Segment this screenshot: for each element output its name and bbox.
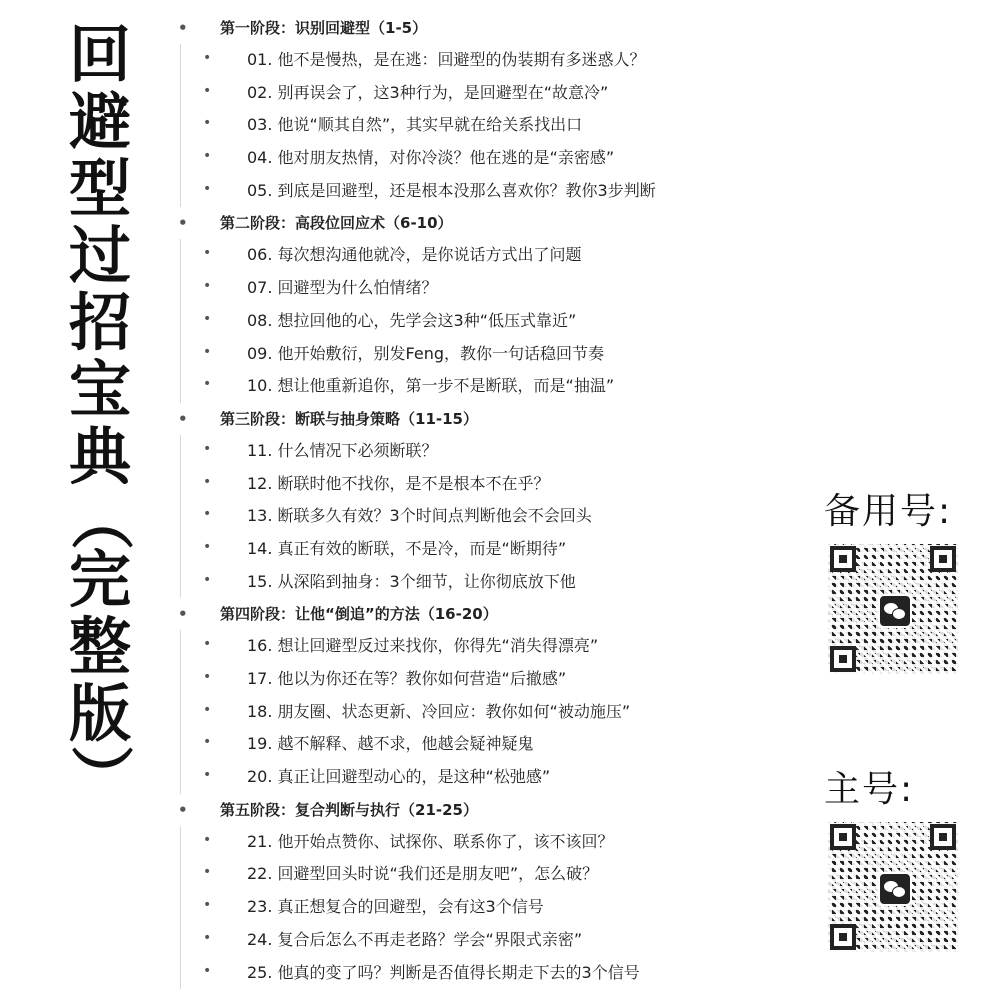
title-char: 回 xyxy=(68,18,131,91)
backup-account-block xyxy=(820,490,970,674)
bullet-icon: • xyxy=(203,538,212,555)
phase-section xyxy=(170,598,810,793)
phase-section xyxy=(170,794,810,989)
bullet-icon: • xyxy=(203,929,212,946)
item-text: 17. 他以为你还在等？教你如何营造“后撤感” xyxy=(247,669,567,688)
bullet-icon: • xyxy=(203,473,212,490)
bullet-icon: • xyxy=(203,245,212,262)
phase-title: 第五阶段：复合判断与执行（21-25） xyxy=(220,800,478,819)
bullet-icon: • xyxy=(203,180,212,197)
phase-heading xyxy=(170,794,810,826)
phase-section xyxy=(170,207,810,402)
bullet-icon: • xyxy=(203,831,212,848)
list-item xyxy=(181,338,810,371)
title-char: 完 xyxy=(68,543,131,616)
bullet-icon: • xyxy=(178,605,188,624)
item-text: 16. 想让回避型反过来找你，你得先“消失得漂亮” xyxy=(247,636,599,656)
bullet-icon: • xyxy=(203,669,212,685)
item-text: 18. 朋友圈、状态更新、冷回应：教你如何“被动施压” xyxy=(247,701,631,721)
qr-finder-pattern xyxy=(830,546,856,572)
main-account-label: 主号: xyxy=(824,769,915,810)
list-item xyxy=(181,109,810,142)
bullet-icon: • xyxy=(203,148,212,165)
title-char: 宝 xyxy=(68,353,131,426)
item-text: 03. 他说“顺其自然”，其实早就在给关系找出口 xyxy=(247,115,583,135)
item-text: 19. 越不解释、越不求，他越会疑神疑鬼 xyxy=(247,734,534,754)
backup-account-label: 备用号: xyxy=(824,491,953,532)
bullet-icon: • xyxy=(203,50,212,66)
bullet-icon: • xyxy=(203,376,212,393)
list-item xyxy=(181,142,810,175)
phase-title: 第二阶段：高段位回应术（6-10） xyxy=(220,214,453,233)
bullet-icon: • xyxy=(203,506,212,523)
bullet-icon: • xyxy=(178,409,188,428)
item-text: 20. 真正让回避型动心的，是这种“松弛感” xyxy=(247,767,551,787)
item-text: 12. 断联时他不找你，是不是根本不在乎？ xyxy=(247,473,550,493)
list-item xyxy=(181,370,810,403)
item-text: 08. 想拉回他的心，先学会这3种“低压式靠近” xyxy=(247,310,577,330)
bullet-icon: • xyxy=(178,19,188,37)
item-text: 01. 他不是慢热，是在逃：回避型的伪装期有多迷惑人？ xyxy=(247,50,646,69)
list-item xyxy=(181,696,810,729)
phase-section xyxy=(170,12,810,207)
list-item xyxy=(181,44,810,77)
bullet-icon: • xyxy=(178,214,188,233)
item-text: 11. 什么情况下必须断联？ xyxy=(247,440,438,460)
bullet-icon: • xyxy=(203,115,212,132)
phase-section xyxy=(170,403,810,598)
bullet-icon: • xyxy=(203,278,212,295)
list-item xyxy=(181,761,810,794)
list-item xyxy=(181,630,810,663)
list-item xyxy=(181,663,810,696)
wechat-icon xyxy=(878,872,912,906)
list-item xyxy=(181,468,810,501)
bullet-icon: • xyxy=(178,800,188,819)
list-item xyxy=(181,272,810,305)
item-text: 10. 想让他重新追你，第一步不是断联，而是“抽温” xyxy=(247,376,615,396)
phase-title: 第三阶段：断联与抽身策略（11-15） xyxy=(220,409,478,428)
qr-finder-pattern xyxy=(930,824,956,850)
list-item xyxy=(181,924,810,957)
item-text: 06. 每次想沟通他就冷，是你说话方式出了问题 xyxy=(247,245,582,265)
list-item xyxy=(181,957,810,990)
bullet-icon: • xyxy=(203,701,212,718)
title-char: 整 xyxy=(68,610,131,683)
list-item xyxy=(181,435,810,468)
phase-title: 第四阶段：让他“倒追”的方法（16-20） xyxy=(220,605,498,624)
item-text: 14. 真正有效的断联，不是冷，而是“断期待” xyxy=(247,538,567,558)
qr-finder-pattern xyxy=(830,824,856,850)
list-item xyxy=(181,533,810,566)
bullet-icon: • xyxy=(203,440,212,457)
list-item xyxy=(181,566,810,599)
title-char: 型 xyxy=(68,152,131,225)
main-qr-code[interactable] xyxy=(828,822,958,952)
item-text: 07. 回避型为什么怕情绪？ xyxy=(247,278,438,298)
outline-list xyxy=(170,12,810,989)
backup-qr-code[interactable] xyxy=(828,544,958,674)
bullet-icon: • xyxy=(203,571,212,588)
item-text: 15. 从深陷到抽身：3个细节，让你彻底放下他 xyxy=(247,571,576,591)
list-item xyxy=(181,239,810,272)
item-text: 09. 他开始敷衍，别发Feng，教你一句话稳回节奏 xyxy=(247,343,605,363)
bullet-icon: • xyxy=(203,636,212,653)
item-text: 23. 真正想复合的回避型，会有这3个信号 xyxy=(247,897,544,917)
list-item xyxy=(181,728,810,761)
item-text: 13. 断联多久有效？3个时间点判断他会不会回头 xyxy=(247,506,592,526)
item-text: 04. 他对朋友热情，对你冷淡？他在逃的是“亲密感” xyxy=(247,148,615,168)
phase-heading xyxy=(170,598,810,630)
item-text: 22. 回避型回头时说“我们还是朋友吧”，怎么破？ xyxy=(247,864,599,884)
phase-heading xyxy=(170,207,810,239)
list-item xyxy=(181,305,810,338)
phase-title: 第一阶段：识别回避型（1-5） xyxy=(220,19,428,37)
wechat-icon xyxy=(878,594,912,628)
item-text: 05. 到底是回避型，还是根本没那么喜欢你？教你3步判断 xyxy=(247,180,656,200)
title-char: 版 xyxy=(68,677,131,750)
list-item xyxy=(181,175,810,208)
bullet-icon: • xyxy=(203,897,212,914)
bullet-icon: • xyxy=(203,767,212,784)
item-text: 02. 别再误会了，这3种行为，是回避型在“故意冷” xyxy=(247,82,609,102)
phase-heading xyxy=(170,403,810,435)
bullet-icon: • xyxy=(203,310,212,327)
vertical-title xyxy=(62,18,138,807)
qr-finder-pattern xyxy=(930,546,956,572)
bullet-icon: • xyxy=(203,962,212,979)
item-text: 25. 他真的变了吗？判断是否值得长期走下去的3个信号 xyxy=(247,962,640,982)
title-char: 过 xyxy=(68,219,131,292)
list-item xyxy=(181,858,810,891)
item-text: 24. 复合后怎么不再走老路？学会“界限式亲密” xyxy=(247,929,583,949)
title-char: 避 xyxy=(68,85,131,158)
title-char: 招 xyxy=(68,286,131,359)
qr-finder-pattern xyxy=(830,646,856,672)
list-item xyxy=(181,891,810,924)
main-account-block xyxy=(820,768,970,952)
list-item xyxy=(181,826,810,859)
title-char: 典 xyxy=(68,420,131,493)
bullet-icon: • xyxy=(203,343,212,360)
title-char: （ xyxy=(64,487,137,550)
list-item xyxy=(181,500,810,533)
bullet-icon: • xyxy=(203,734,212,751)
title-char: ） xyxy=(64,744,137,807)
list-item xyxy=(181,77,810,110)
qr-finder-pattern xyxy=(830,924,856,950)
item-text: 21. 他开始点赞你、试探你、联系你了，该不该回？ xyxy=(247,831,614,851)
phase-heading xyxy=(170,12,810,44)
bullet-icon: • xyxy=(203,82,212,99)
bullet-icon: • xyxy=(203,864,212,881)
